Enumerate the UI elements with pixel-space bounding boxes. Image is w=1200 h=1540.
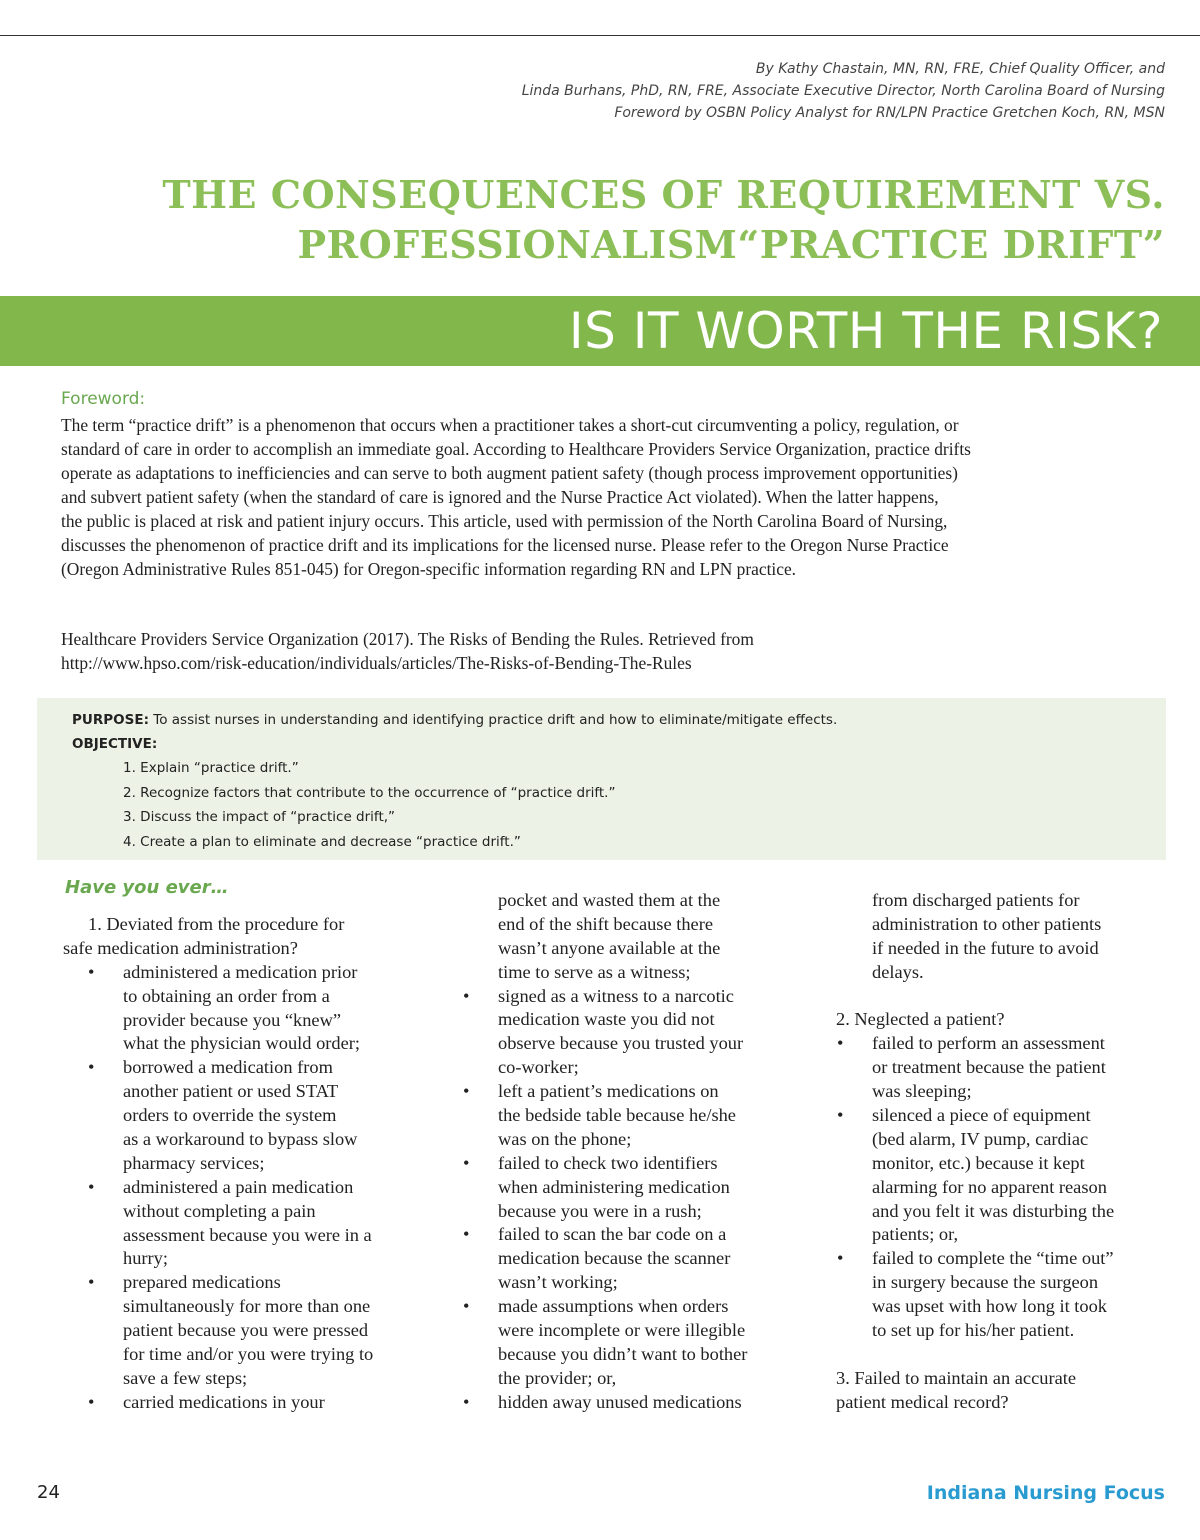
text-line: the provider; or, bbox=[498, 1367, 617, 1388]
bullet-item: • made assumptions when orders bbox=[438, 1295, 747, 1319]
foreword-line: operate as adaptations to inefficiencies and can serve to both augment patient safety (though process improvement opportunities) bbox=[61, 463, 958, 483]
text-line: was sleeping; bbox=[872, 1081, 972, 1102]
byline bbox=[365, 58, 1165, 124]
magazine-name: Indiana Nursing Focus bbox=[926, 1482, 1165, 1504]
text-line: wasn’t anyone available at the bbox=[498, 937, 721, 958]
foreword-line: The term “practice drift” is a phenomenon that occurs when a practitioner takes a short-cut circumventing a policy, regulation, or bbox=[61, 415, 959, 435]
bullet-icon: • bbox=[88, 1391, 95, 1412]
text-line: pocket and wasted them at the bbox=[498, 890, 721, 910]
bullet-item: • failed to complete the “time out” bbox=[812, 1247, 1114, 1271]
bullet-icon: • bbox=[88, 1057, 95, 1078]
column-1 bbox=[63, 913, 373, 1415]
objective-item: 1. Explain “practice drift.” bbox=[123, 760, 299, 776]
foreword-body bbox=[61, 413, 1161, 581]
text-line: end of the shift because there bbox=[498, 913, 713, 934]
text-line: monitor, etc.) because it kept bbox=[872, 1152, 1085, 1173]
bullet-icon: • bbox=[837, 1033, 844, 1054]
text-line: to obtaining an order from a bbox=[123, 985, 330, 1006]
bullet-icon: • bbox=[837, 1248, 844, 1269]
bullet-item: • carried medications in your bbox=[63, 1391, 373, 1415]
text-line: assessment because you were in a bbox=[123, 1224, 372, 1245]
risk-title: IS IT WORTH THE RISK? bbox=[568, 302, 1163, 360]
spacer bbox=[812, 1343, 1114, 1367]
bullet-item: • left a patient’s medications on bbox=[438, 1080, 747, 1104]
byline-line: Foreword by OSBN Policy Analyst for RN/LPN Practice Gretchen Koch, RN, MSN bbox=[614, 105, 1165, 121]
text-line: medication waste you did not bbox=[498, 1009, 715, 1030]
top-rule bbox=[0, 35, 1200, 36]
bullet-icon: • bbox=[463, 985, 470, 1006]
citation-line: Healthcare Providers Service Organization (2017). The Risks of Bending the Rules. Retrieved from bbox=[61, 629, 754, 649]
foreword-line: and subvert patient safety (when the standard of care is ignored and the Nurse Practice Act violated). When the latter happens, bbox=[61, 487, 939, 507]
citation bbox=[61, 627, 754, 675]
numbered-item: 1. Deviated from the procedure for bbox=[88, 914, 345, 934]
headline-line: THE CONSEQUENCES OF REQUIREMENT VS. bbox=[162, 172, 1165, 217]
text-line: was on the phone; bbox=[498, 1128, 632, 1149]
citation-url: http://www.hpso.com/risk-education/individuals/articles/The-Risks-of-Bending-The-Rules bbox=[61, 653, 692, 673]
foreword-line: (Oregon Administrative Rules 851-045) for Oregon-specific information regarding RN and LPN practice. bbox=[61, 559, 797, 579]
text-line: time to serve as a witness; bbox=[498, 961, 691, 982]
text-line: pharmacy services; bbox=[123, 1152, 265, 1173]
text-line: hurry; bbox=[123, 1248, 168, 1269]
text-line: another patient or used STAT bbox=[123, 1081, 339, 1102]
bullet-icon: • bbox=[88, 1176, 95, 1197]
text-line: medication because the scanner bbox=[498, 1248, 731, 1269]
objective-item: 2. Recognize factors that contribute to the occurrence of “practice drift.” bbox=[123, 784, 616, 801]
text-line: and you felt it was disturbing the bbox=[872, 1200, 1115, 1221]
objective-item: 4. Create a plan to eliminate and decrease “practice drift.” bbox=[123, 833, 521, 850]
bullet-item: • administered a medication prior bbox=[63, 961, 373, 985]
foreword-label: Foreword: bbox=[61, 389, 146, 409]
text-line: because you didn’t want to bother bbox=[498, 1343, 748, 1364]
bullet-item: • failed to scan the bar code on a bbox=[438, 1223, 747, 1247]
text-line: to set up for his/her patient. bbox=[872, 1320, 1075, 1341]
text-line: what the physician would order; bbox=[123, 1033, 360, 1054]
text-line: because you were in a rush; bbox=[498, 1200, 702, 1221]
foreword-line: the public is placed at risk and patient injury occurs. This article, used with permission of the North Carolina Board of Nursing, bbox=[61, 511, 948, 531]
bullet-item: • silenced a piece of equipment bbox=[812, 1104, 1114, 1128]
have-you-ever-heading: Have you ever… bbox=[65, 877, 229, 898]
text-line: without completing a pain bbox=[123, 1200, 316, 1221]
column-3 bbox=[812, 889, 1114, 1415]
bullet-item: • borrowed a medication from bbox=[63, 1056, 373, 1080]
text-line: were incomplete or were illegible bbox=[498, 1320, 746, 1341]
text-line: if needed in the future to avoid bbox=[872, 937, 1099, 958]
byline-line: By Kathy Chastain, MN, RN, FRE, Chief Quality Officer, and bbox=[755, 61, 1165, 77]
article-headline bbox=[45, 170, 1165, 270]
bullet-icon: • bbox=[463, 1224, 470, 1245]
text-line: as a workaround to bypass slow bbox=[123, 1129, 358, 1150]
text-line: for time and/or you were trying to bbox=[123, 1344, 374, 1365]
bullet-icon: • bbox=[88, 1272, 95, 1293]
column-2 bbox=[438, 889, 747, 1415]
byline-line: Linda Burhans, PhD, RN, FRE, Associate Executive Director, North Carolina Board of Nursing bbox=[521, 83, 1165, 99]
bullet-item: • failed to check two identifiers bbox=[438, 1152, 747, 1176]
text-line: from discharged patients for bbox=[872, 890, 1080, 910]
bullet-item: • signed as a witness to a narcotic bbox=[438, 985, 747, 1009]
text-line: (bed alarm, IV pump, cardiac bbox=[872, 1128, 1089, 1149]
objective-label: OBJECTIVE: bbox=[72, 736, 158, 752]
bullet-icon: • bbox=[463, 1296, 470, 1317]
text-line: the bedside table because he/she bbox=[498, 1105, 736, 1126]
bullet-icon: • bbox=[463, 1081, 470, 1102]
text-line: co-worker; bbox=[498, 1057, 579, 1078]
bullet-icon: • bbox=[88, 961, 95, 982]
purpose-text: To assist nurses in understanding and identifying practice drift and how to eliminate/mitigate effects. bbox=[148, 712, 838, 728]
bullet-item: • administered a pain medication bbox=[63, 1176, 373, 1200]
text-line: patients; or, bbox=[872, 1224, 959, 1245]
text-line: save a few steps; bbox=[123, 1367, 248, 1388]
text-line: provider because you “knew” bbox=[123, 1009, 342, 1030]
text-line: in surgery because the surgeon bbox=[872, 1272, 1099, 1293]
bullet-icon: • bbox=[837, 1105, 844, 1126]
text-line: safe medication administration? bbox=[63, 937, 298, 958]
bullet-item: • failed to perform an assessment bbox=[812, 1032, 1114, 1056]
headline-line: PROFESSIONALISM“PRACTICE DRIFT” bbox=[297, 222, 1165, 267]
purpose-statement bbox=[72, 710, 837, 730]
objective-item: 3. Discuss the impact of “practice drift,” bbox=[123, 809, 396, 825]
numbered-item: 3. Failed to maintain an accurate bbox=[836, 1367, 1077, 1388]
bullet-icon: • bbox=[463, 1152, 470, 1173]
text-line: was upset with how long it took bbox=[872, 1296, 1107, 1317]
text-line: delays. bbox=[872, 961, 924, 982]
page-number: 24 bbox=[37, 1482, 60, 1503]
bullet-item: • prepared medications bbox=[63, 1271, 373, 1295]
text-line: simultaneously for more than one bbox=[123, 1296, 371, 1317]
text-line: wasn’t working; bbox=[498, 1272, 618, 1293]
numbered-item: 2. Neglected a patient? bbox=[836, 1009, 1005, 1030]
text-line: orders to override the system bbox=[123, 1105, 337, 1126]
text-line: patient because you were pressed bbox=[123, 1320, 369, 1341]
text-line: when administering medication bbox=[498, 1176, 730, 1197]
text-line: or treatment because the patient bbox=[872, 1057, 1106, 1078]
purpose-label: PURPOSE: bbox=[72, 712, 149, 728]
text-line: alarming for no apparent reason bbox=[872, 1176, 1107, 1197]
foreword-line: discusses the phenomenon of practice drift and its implications for the licensed nurse. Please refer to the Oregon Nurse Practice bbox=[61, 535, 949, 555]
text-line: observe because you trusted your bbox=[498, 1033, 744, 1054]
spacer bbox=[812, 985, 1114, 1009]
text-line: patient medical record? bbox=[836, 1391, 1009, 1412]
foreword-line: standard of care in order to accomplish an immediate goal. According to Healthcare Providers Service Organization, practice drifts bbox=[61, 439, 971, 459]
bullet-item: • hidden away unused medications bbox=[438, 1391, 747, 1415]
objectives-list bbox=[123, 758, 615, 856]
bullet-icon: • bbox=[463, 1391, 470, 1412]
text-line: administration to other patients bbox=[872, 913, 1102, 934]
